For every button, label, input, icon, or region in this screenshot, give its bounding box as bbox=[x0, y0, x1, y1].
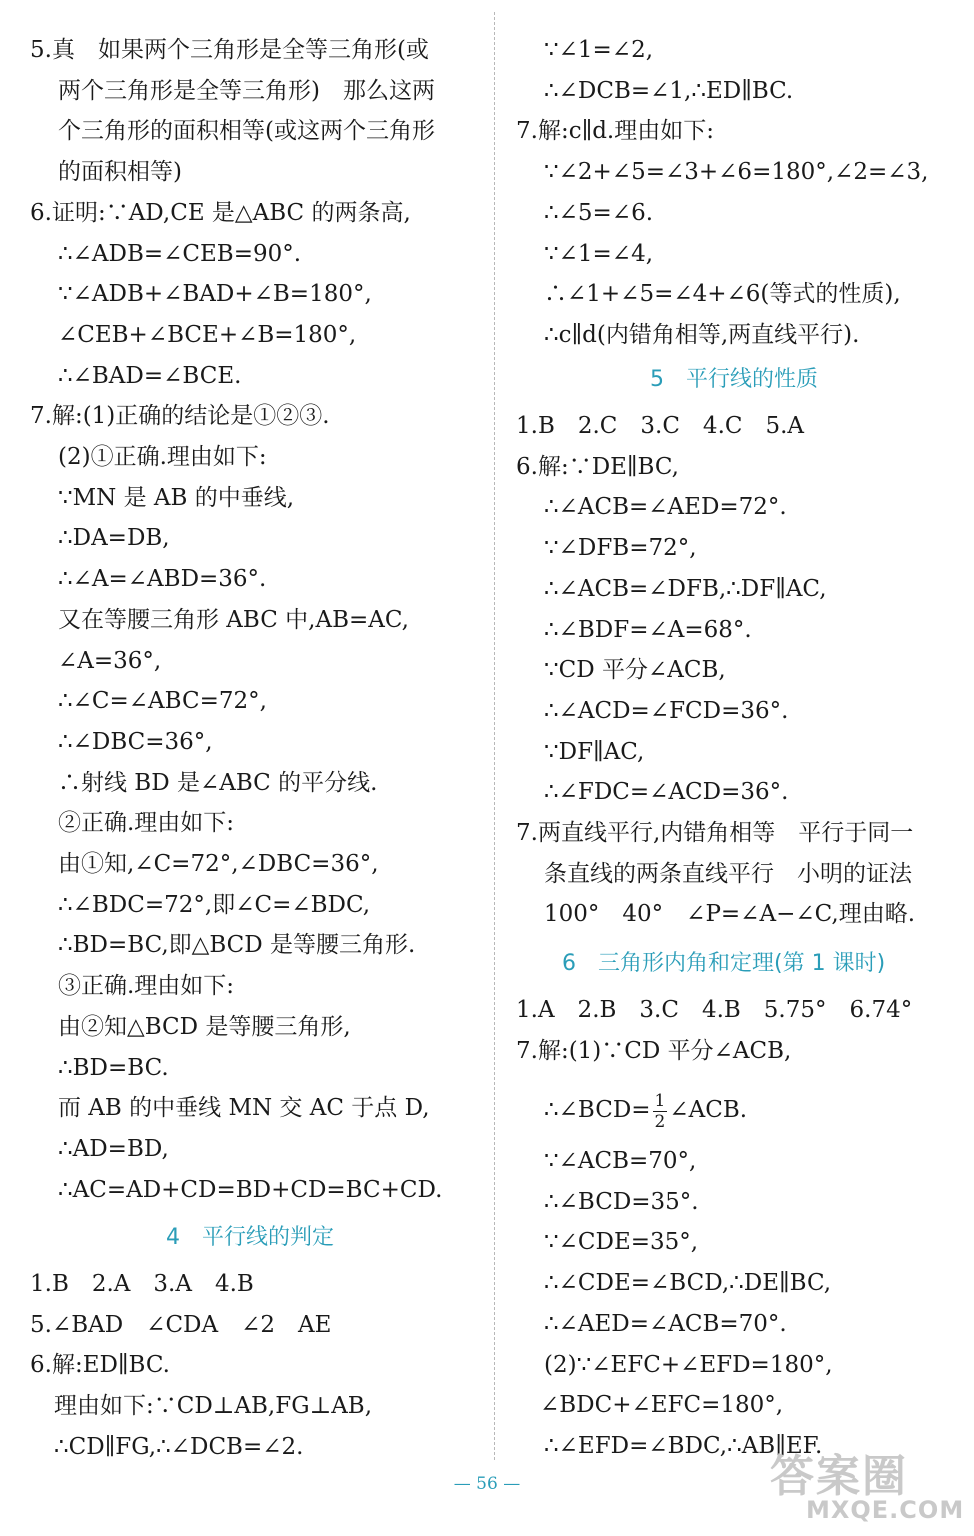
answer-line: ∴DA=DB, bbox=[58, 525, 170, 552]
answer-line: 7.解:(1)∵CD 平分∠ACB, bbox=[516, 1038, 792, 1064]
answer-line: ∴∠AED=∠ACB=70°. bbox=[544, 1310, 787, 1337]
answer-line: ∵∠1=∠2, bbox=[544, 37, 654, 63]
answer-line: ∵∠ADB+∠BAD+∠B=180°, bbox=[58, 281, 372, 308]
answer-line: ∴∠BAD=∠BCE. bbox=[58, 362, 242, 389]
answer-line: ∴∠A=∠ABD=36°. bbox=[58, 566, 267, 593]
answer-line: 5.真 如果两个三角形是全等三角形(或 bbox=[30, 37, 429, 63]
answer-line: 5.∠BAD ∠CDA ∠2 AE bbox=[30, 1311, 332, 1338]
answer-line: 而 AB 的中垂线 MN 交 AC 于点 D, bbox=[58, 1095, 430, 1122]
page-number: — 56 — bbox=[453, 1474, 521, 1494]
answer-line: ∠A=36°, bbox=[58, 647, 162, 674]
answer-line: (2)①正确.理由如下: bbox=[58, 444, 267, 470]
answer-line: ∴BD=BC,即△BCD 是等腰三角形. bbox=[58, 932, 416, 959]
section-heading-6: 6 三角形内角和定理(第 1 课时) bbox=[562, 951, 886, 976]
answer-line: ∴BD=BC. bbox=[58, 1054, 169, 1081]
answer-line: ∠CEB+∠BCE+∠B=180°, bbox=[58, 321, 357, 348]
answer-line: ∴∠ACB=∠AED=72°. bbox=[544, 494, 787, 521]
answer-line: 由②知△BCD 是等腰三角形, bbox=[58, 1013, 351, 1040]
answer-line: ∴∠BDF=∠A=68°. bbox=[544, 616, 752, 643]
fraction bbox=[653, 1091, 668, 1132]
section-heading-4: 4 平行线的判定 bbox=[166, 1225, 334, 1250]
answer-line: 理由如下:∵CD⊥AB,FG⊥AB, bbox=[54, 1393, 373, 1420]
answer-line: 7.解:c∥d.理由如下: bbox=[516, 118, 714, 145]
fraction-answer-line bbox=[544, 1088, 747, 1132]
answer-line: ∴∠FDC=∠ACD=36°. bbox=[544, 779, 789, 806]
answer-line: ∴∠BDC=72°,即∠C=∠BDC, bbox=[58, 891, 371, 918]
answer-line: ∴∠DCB=∠1,∴ED∥BC. bbox=[544, 77, 794, 104]
watermark-logo bbox=[770, 1440, 965, 1530]
answer-line: ∴∠ADB=∠CEB=90°. bbox=[58, 240, 302, 267]
fraction-denominator: 2 bbox=[654, 1111, 666, 1132]
answer-line: ∵∠1=∠4, bbox=[544, 240, 654, 267]
answer-line: ③正确.理由如下: bbox=[58, 973, 235, 1000]
answer-line: 又在等腰三角形 ABC 中,AB=AC, bbox=[58, 606, 409, 633]
answer-line: 1.B 2.C 3.C 4.C 5.A bbox=[516, 413, 805, 439]
answer-line: ∴CD∥FG,∴∠DCB=∠2. bbox=[54, 1433, 304, 1460]
answer-line: ∴∠ACD=∠FCD=36°. bbox=[544, 697, 789, 724]
answer-line: 6.解:∵DE∥BC, bbox=[516, 453, 679, 480]
answer-line: ∠BDC+∠EFC=180°, bbox=[540, 1392, 784, 1419]
answer-line: ∴AC=AD+CD=BD+CD=BC+CD. bbox=[58, 1176, 443, 1203]
answer-line: 6.解:ED∥BC. bbox=[30, 1352, 170, 1379]
answer-line: ∴∠BCD=35°. bbox=[544, 1188, 699, 1215]
answer-line: 7.两直线平行,内错角相等 平行于同一 bbox=[516, 820, 914, 846]
answer-line: ∴∠DBC=36°, bbox=[58, 728, 213, 755]
answer-line: ∴射线 BD 是∠ABC 的平分线. bbox=[58, 769, 378, 796]
answer-line: ∵∠CDE=35°, bbox=[544, 1229, 699, 1256]
answer-line: ∵∠ACB=70°, bbox=[544, 1148, 697, 1174]
answer-line: ∴∠5=∠6. bbox=[544, 199, 654, 226]
answer-line: ∴∠1+∠5=∠4+∠6(等式的性质), bbox=[544, 281, 901, 308]
answer-line: 6.证明:∵AD,CE 是△ABC 的两条高, bbox=[30, 199, 411, 226]
answer-line: 的面积相等) bbox=[58, 159, 182, 186]
answer-line: ∴∠C=∠ABC=72°, bbox=[58, 688, 267, 715]
fraction-numerator: 1 bbox=[654, 1090, 666, 1111]
answer-line: 1.A 2.B 3.C 4.B 5.75° 6.74° bbox=[516, 997, 913, 1023]
answer-line: ∴c∥d(内错角相等,两直线平行). bbox=[544, 321, 860, 348]
answer-line: 100° 40° ∠P=∠A−∠C,理由略. bbox=[544, 901, 916, 928]
column-divider bbox=[494, 12, 495, 1460]
answer-line: 条直线的两条直线平行 小明的证法 bbox=[544, 860, 912, 887]
answer-line: 1.B 2.A 3.A 4.B bbox=[30, 1271, 254, 1297]
answer-line: ∵∠DFB=72°, bbox=[544, 535, 697, 562]
answer-line: ②正确.理由如下: bbox=[58, 810, 235, 837]
answer-line: 个三角形的面积相等(或这两个三角形 bbox=[58, 118, 435, 145]
answer-line: ∵MN 是 AB 的中垂线, bbox=[58, 484, 295, 511]
answer-line: ∵∠2+∠5=∠3+∠6=180°,∠2=∠3, bbox=[544, 159, 929, 186]
section-heading-5: 5 平行线的性质 bbox=[650, 367, 818, 392]
answer-line: ∵CD 平分∠ACB, bbox=[544, 657, 726, 684]
watermark-url: MXQE.COM bbox=[806, 1496, 965, 1524]
watermark-logo-text: 答案圈 bbox=[770, 1451, 908, 1502]
answer-line: 7.解:(1)正确的结论是①②③. bbox=[30, 403, 330, 430]
fraction-prefix: ∴∠BCD= bbox=[544, 1097, 651, 1123]
answer-line: ∴AD=BD, bbox=[58, 1135, 169, 1162]
answer-line: ∵DF∥AC, bbox=[544, 738, 645, 765]
answer-line: 两个三角形是全等三角形) 那么这两 bbox=[58, 77, 435, 104]
answer-line: ∴∠EFD=∠BDC,∴AB∥EF. bbox=[544, 1432, 823, 1459]
answer-line: ∴∠CDE=∠BCD,∴DE∥BC, bbox=[544, 1270, 832, 1297]
fraction-suffix: ∠ACB. bbox=[669, 1097, 748, 1123]
answer-line: ∴∠ACB=∠DFB,∴DF∥AC, bbox=[544, 575, 827, 602]
answer-line: (2)∵∠EFC+∠EFD=180°, bbox=[544, 1351, 833, 1378]
answer-line: 由①知,∠C=72°,∠DBC=36°, bbox=[58, 851, 379, 877]
